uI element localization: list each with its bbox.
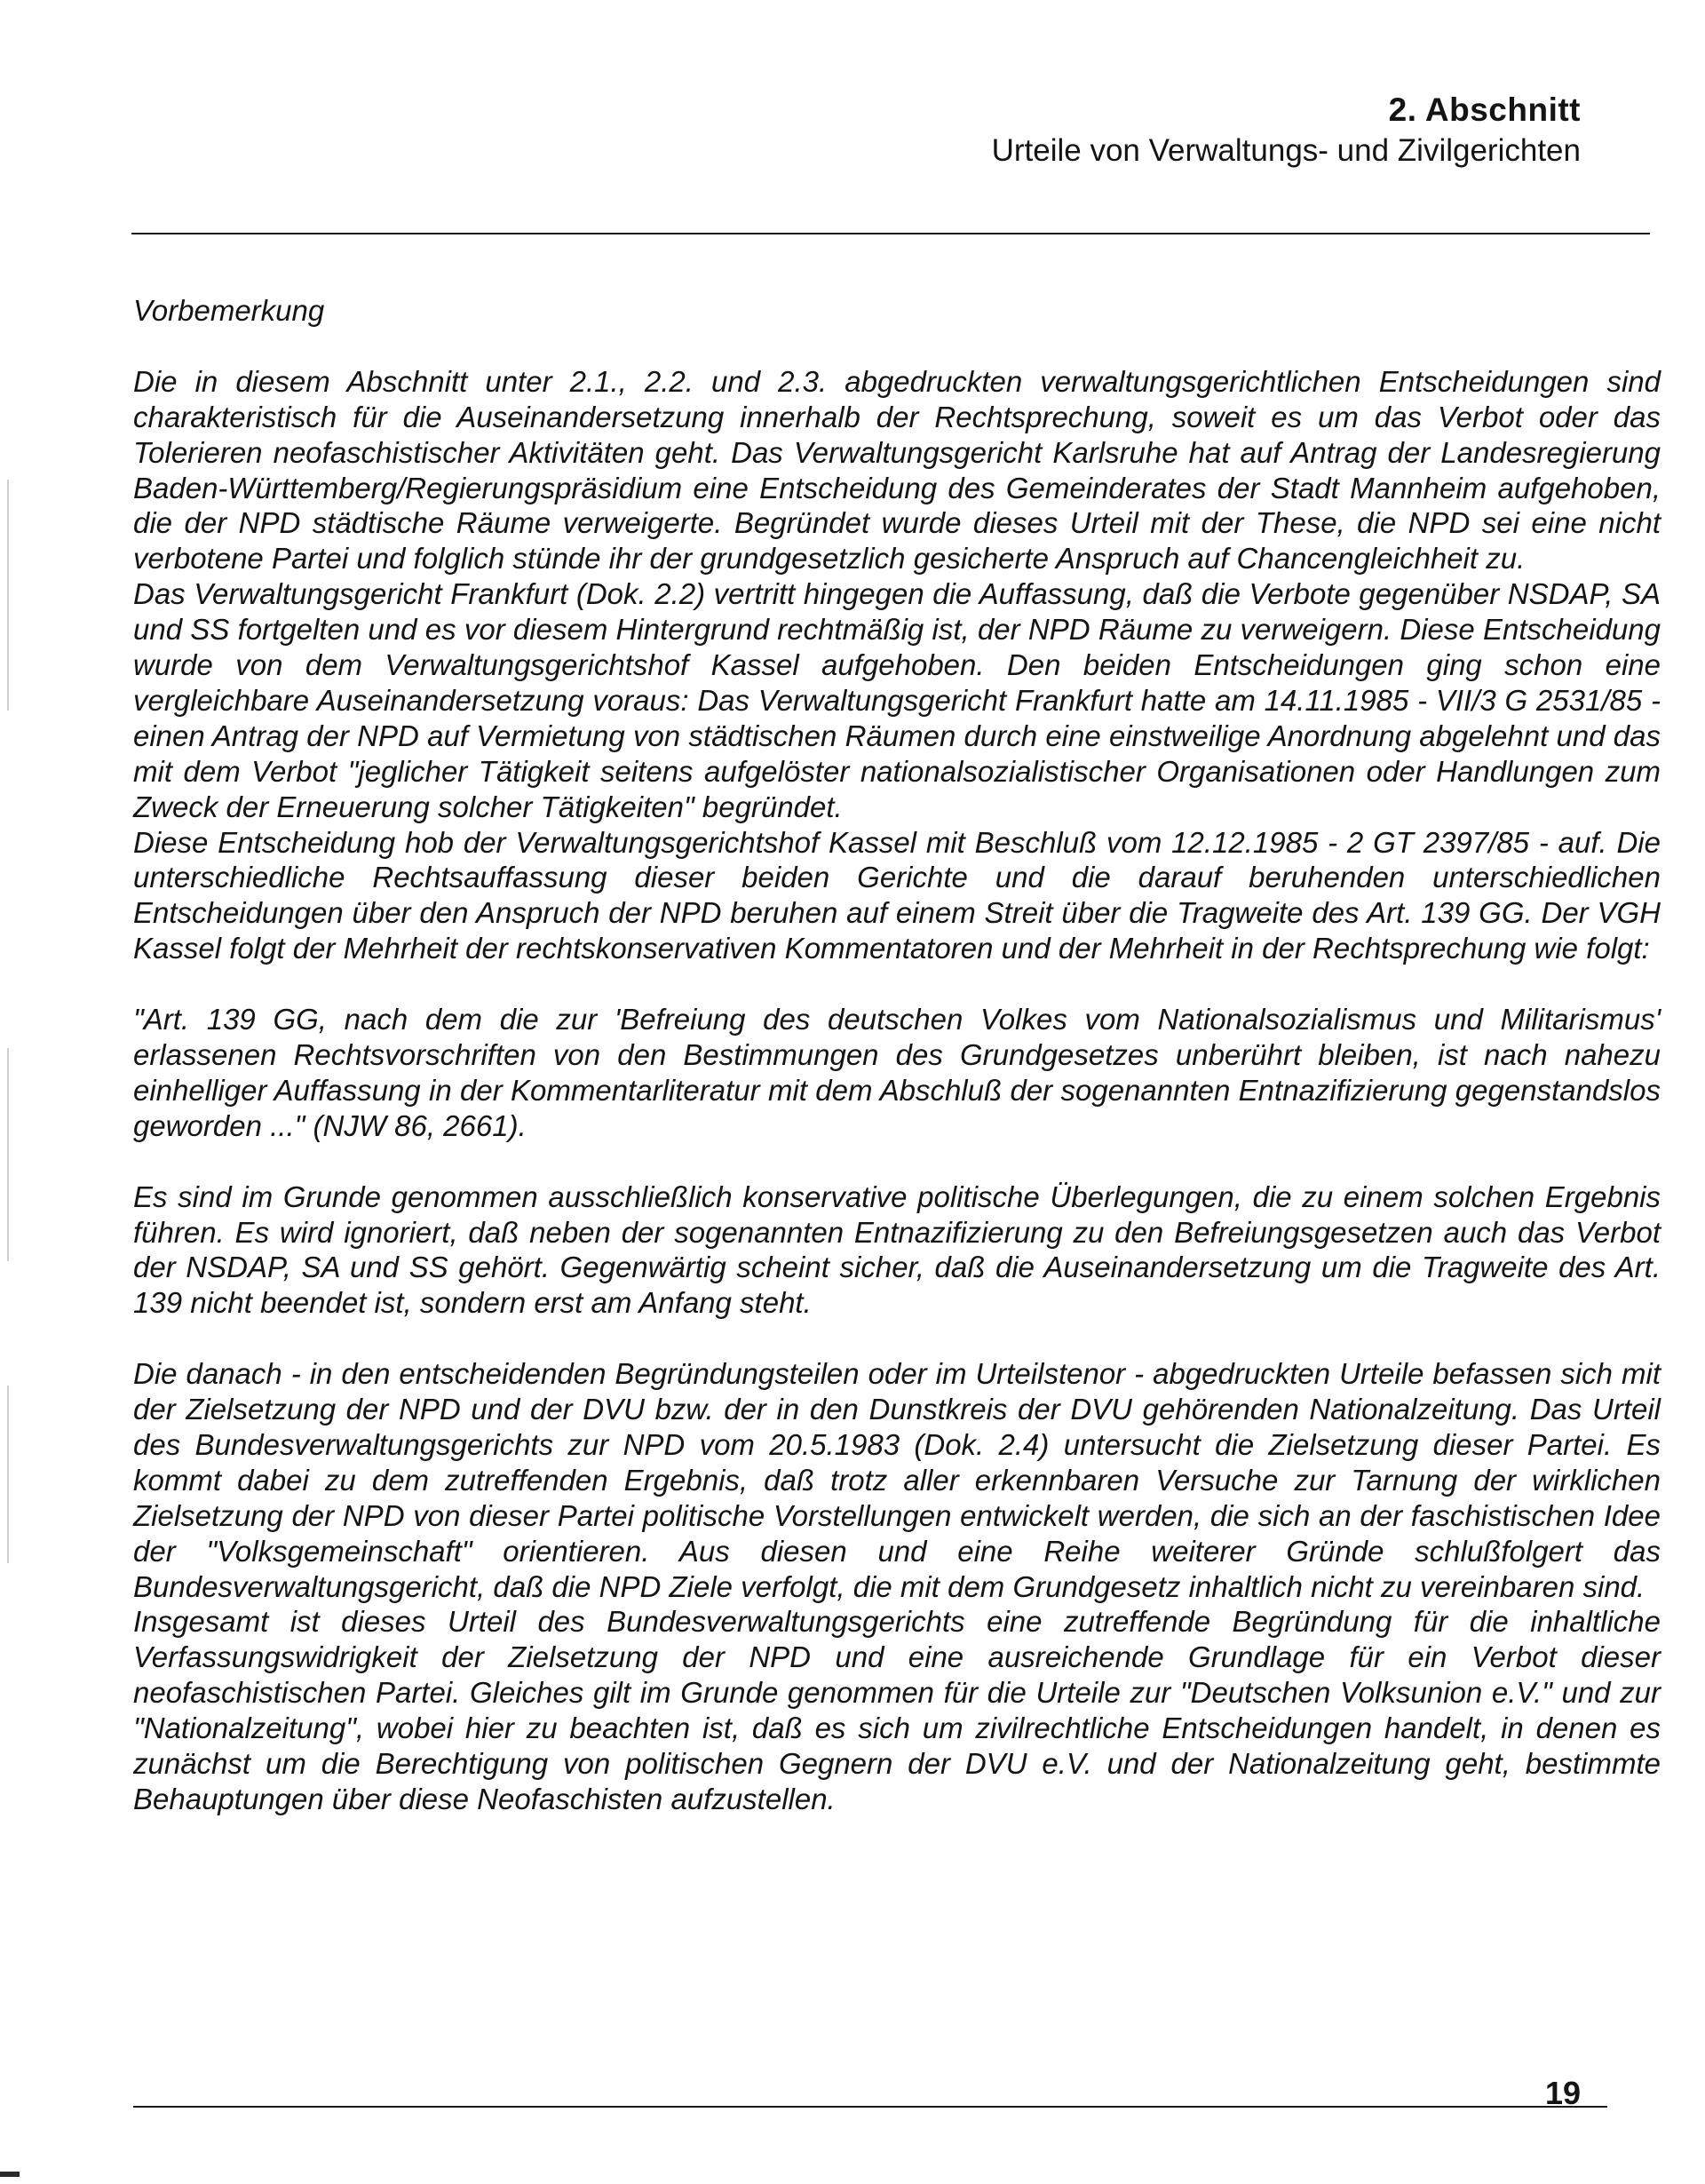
body-heading: Vorbemerkung [133,294,325,327]
scan-margin-mark [7,1048,9,1261]
scan-margin-mark [7,1386,9,1563]
page-number: 19 [1544,2075,1581,2111]
paragraph-5: Die danach - in den entscheidenden Begründungsteilen oder im Urteilstenor - abgedruckten Urteile befassen sich mit der Zielsetzung der NPD und der DVU bzw. der in den Dunstkreis der DVU gehörenden Nationalzeitung. Das Urteil des Bundesverwaltungsgerichts zur NPD vom 20.5.1983 (Dok. 2.4) untersucht die Zielsetzung dieser Partei. Es kommt dabei zu dem zutreffenden Ergebnis, daß trotz aller erkennbaren Versuche zur Tarnung der wirklichen Zielsetzung der NPD von dieser Partei politische Vorstellungen entwickelt werden, die sich an der faschistischen Idee der "Volksgemeinschaft" orientieren. Aus diesen und eine Reihe weiterer Gründe schlußfolgert das Bundesverwaltungsgericht, daß die NPD Ziele verfolgt, die mit dem Grundgesetz inhaltlich nicht zu vereinbaren sind. [133,1357,1661,1603]
scan-margin-mark [7,480,9,711]
header-divider [131,233,1650,234]
footer-divider [133,2106,1607,2108]
document-body [133,293,1661,1817]
paragraph-1: Die in diesem Abschnitt unter 2.1., 2.2. und 2.3. abgedruckten verwaltungsgerichtlichen Entscheidungen sind charakteristisch für die Auseinandersetzung innerhalb der Rechtsprechung, soweit es um das Verbot oder das Tolerieren neofaschistischer Aktivitäten geht. Das Verwaltungsgericht Karlsruhe hat auf Antrag der Landesregierung Baden-Württemberg/Regierungspräsidium eine Entscheidung des Gemeinderates der Stadt Mannheim aufgehoben, die der NPD städtische Räume verweigerte. Begründet wurde dieses Urteil mit der These, die NPD sei eine nicht verbotene Partei und folglich stünde ihr der grundgesetzlich gesicherte Anspruch auf Chancengleichheit zu. [133,364,1661,576]
page-header [992,89,1581,171]
paragraph-4: Es sind im Grunde genommen ausschließlich konservative politische Überlegungen, die zu einem solchen Ergebnis führen. Es wird ignoriert, daß neben der sogenannten Entnazifizierung zu den Befreiungsgesetzen auch das Verbot der NSDAP, SA und SS gehört. Gegenwärtig scheint sicher, daß die Auseinandersetzung um die Tragweite des Art. 139 nicht beendet ist, sondern erst am Anfang steht. [133,1179,1661,1320]
section-number: 2. Abschnitt [1388,91,1581,128]
scan-corner-mark [0,2172,20,2177]
block-quote: "Art. 139 GG, nach dem die zur 'Befreiung des deutschen Volkes vom Nationalsozialismus und Militarismus' erlassenen Rechtsvorschriften von den Bestimmungen des Grundgesetzes unberührt bleiben, ist nach nahezu einhelliger Auffassung in der Kommentarliteratur mit dem Abschluß der sogenannten Entnazifizierung gegenstandslos geworden ..." (NJW 86, 2661). [133,1003,1661,1142]
paragraph-2: Das Verwaltungsgericht Frankfurt (Dok. 2.2) vertritt hingegen die Auffassung, daß die Verbote gegenüber NSDAP, SA und SS fortgelten und es vor diesem Hintergrund rechtmäßig ist, der NPD Räume zu verweigern. Diese Entscheidung wurde von dem Verwaltungsgerichtshof Kassel aufgehoben. Den beiden Entscheidungen ging schon eine vergleichbare Auseinandersetzung voraus: Das Verwaltungsgericht Frankfurt hatte am 14.11.1985 - VII/3 G 2531/85 - einen Antrag der NPD auf Vermietung von städtischen Räumen durch eine einstweilige Anordnung abgelehnt und das mit dem Verbot "jeglicher Tätigkeit seitens aufgelöster nationalsozialistischer Organisationen oder Handlungen zum Zweck der Erneuerung solcher Tätigkeiten" begründet. [133,577,1661,823]
paragraph-3: Diese Entscheidung hob der Verwaltungsgerichtshof Kassel mit Beschluß vom 12.12.1985 - 2 GT 2397/85 - auf. Die unterschiedliche Rechtsauffassung dieser beiden Gerichte und die darauf beruhenden unterschiedlichen Entscheidungen über den Anspruch der NPD beruhen auf einem Streit über die Tragweite des Art. 139 GG. Der VGH Kassel folgt der Mehrheit der rechtskonservativen Kommentatoren und der Mehrheit in der Rechtsprechung wie folgt: [133,825,1661,965]
section-title: Urteile von Verwaltungs- und Zivilgerichten [991,133,1581,168]
paragraph-6: Insgesamt ist dieses Urteil des Bundesverwaltungsgerichts eine zutreffende Begründung für die inhaltliche Verfassungswidrigkeit der Zielsetzung der NPD und eine ausreichende Grundlage für ein Verbot dieser neofaschistischen Partei. Gleiches gilt im Grunde genommen für die Urteile zur "Deutschen Volksunion e.V." und zur "Nationalzeitung", wobei hier zu beachten ist, daß es sich um zivilrechtliche Entscheidungen handelt, in denen es zunächst um die Berechtigung von politischen Gegnern der DVU e.V. und der Nationalzeitung geht, bestimmte Behauptungen über diese Neofaschisten aufzustellen. [133,1605,1661,1815]
